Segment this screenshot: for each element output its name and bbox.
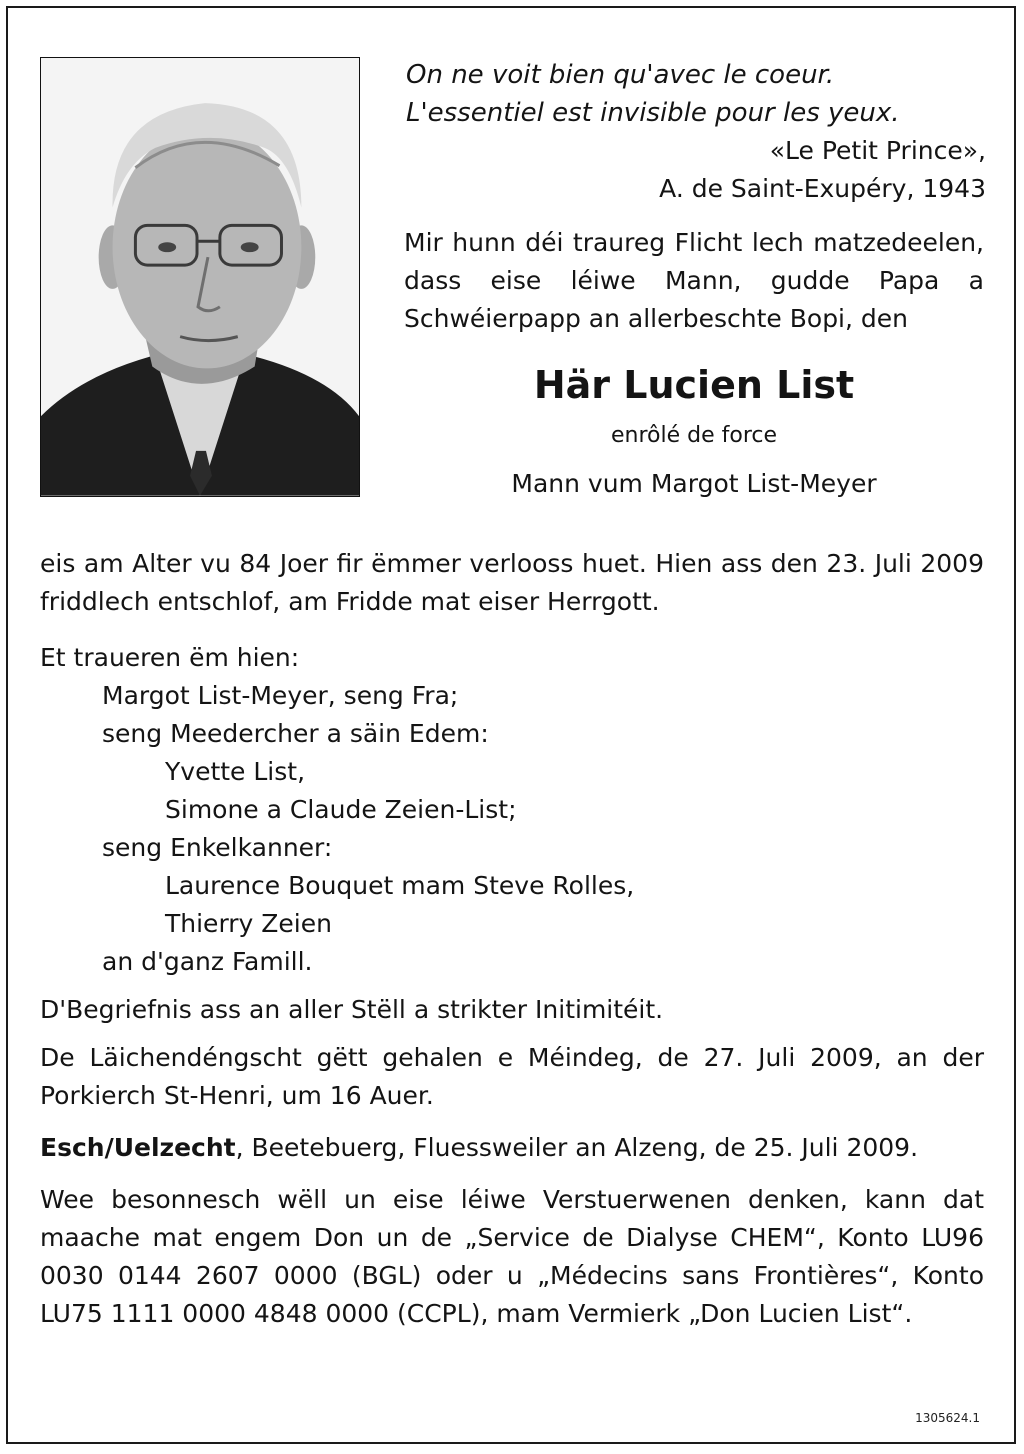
deceased-spouse-line: Mann vum Margot List-Meyer [511, 469, 877, 498]
notice-body [40, 545, 984, 1333]
reference-number: 1305624.1 [915, 1411, 980, 1425]
mourner-line: seng Meedercher a säin Edem: [102, 719, 489, 748]
mourners-list [40, 639, 984, 981]
mourner-line: Thierry Zeien [165, 909, 332, 938]
burial-text: D'Begriefnis ass an aller Stëll a strikter Initimitéit. [40, 995, 664, 1024]
deceased-name: Här Lucien List [533, 363, 855, 407]
mourner-line: seng Enkelkanner: [102, 833, 333, 862]
mourner-line: Yvette List, [165, 757, 306, 786]
quote-line-2: L'essentiel est invisible pour les yeux. [406, 98, 900, 128]
donation-text: Wee besonnesch wëll un eise léiwe Verstuerwenen denken, kann dat maache mat engem Don un de „Service de Dialyse CHEM“, Konto LU96 0030 0144 2607 0000 (BGL) oder u „Médecins sans Frontières“, Konto LU75 1111 0000 4848 0000 (CCPL), mam Vermierk „Don Lucien List“. [40, 1185, 984, 1328]
service-text: De Läichendéngscht gëtt gehalen e Méindeg, de 27. Juli 2009, an der Porkierch St-Henri, um 16 Auer. [40, 1043, 984, 1110]
place-bold: Esch/Uelzecht [40, 1133, 236, 1162]
quote-source-author: A. de Saint-Exupéry, 1943 [659, 174, 986, 203]
intro-text: Mir hunn déi traureg Flicht lech matzedeelen, dass eise léiwe Mann, gudde Papa a Schwéierpapp an allerbeschte Bopi, den [404, 228, 984, 333]
quote-source-title: «Le Petit Prince», [769, 136, 986, 165]
quote-line-1: On ne voit bien qu'avec le coeur. [406, 60, 835, 90]
place-date [40, 1129, 984, 1167]
quote-block [406, 56, 986, 208]
mourner-line: Margot List-Meyer, seng Fra; [102, 681, 459, 710]
place-date-rest: , Beetebuerg, Fluessweiler an Alzeng, de 25. Juli 2009. [235, 1133, 919, 1162]
mourners-heading: Et traueren ëm hien: [40, 643, 300, 672]
mourner-line: an d'ganz Famill. [102, 947, 313, 976]
death-text: eis am Alter vu 84 Joer fir ëmmer verlooss huet. Hien ass den 23. Juli 2009 friddlech entschlof, am Fridde mat eiser Herrgott. [40, 549, 984, 616]
portrait-photo [40, 57, 360, 497]
mourner-line: Laurence Bouquet mam Steve Rolles, [165, 871, 635, 900]
deceased-note: enrôlé de force [610, 423, 778, 448]
mourner-line: Simone a Claude Zeien-List; [165, 795, 517, 824]
